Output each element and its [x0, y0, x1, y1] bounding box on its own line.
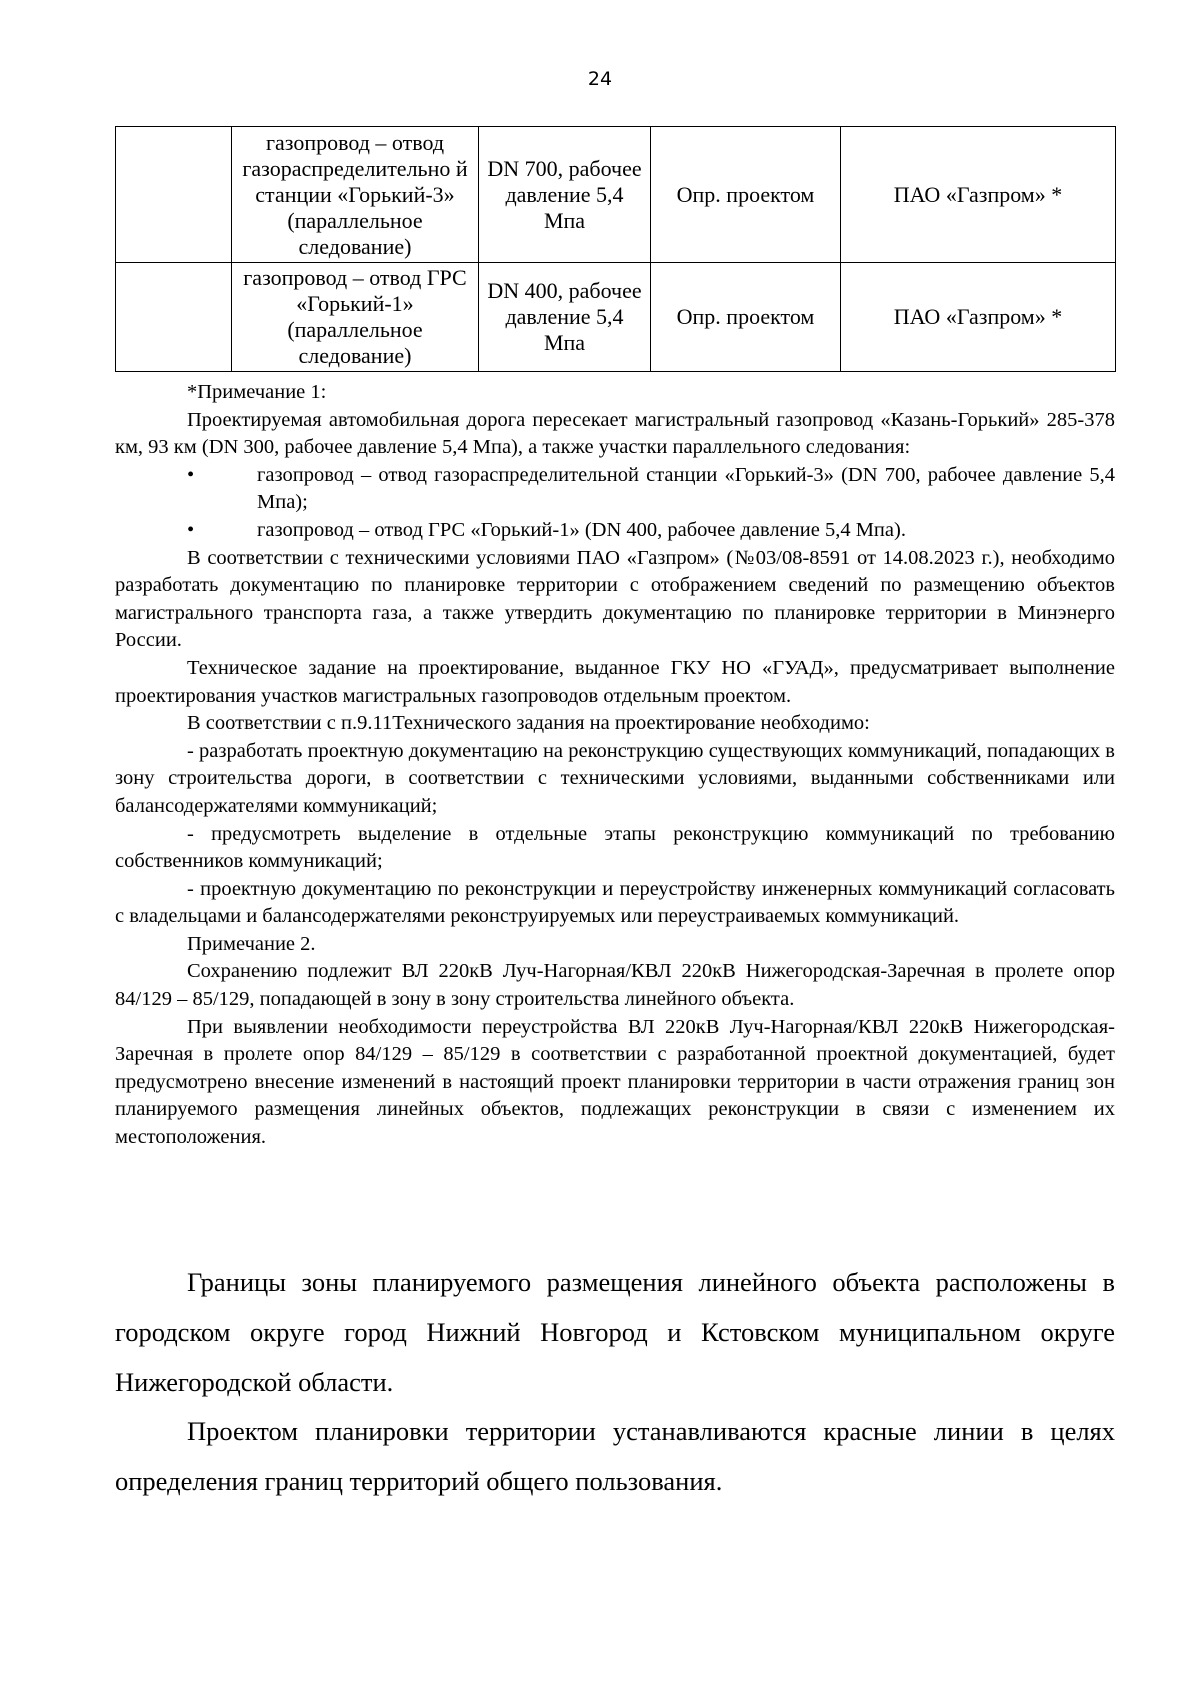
table-cell-depth: Опр. проектом: [651, 263, 841, 372]
note1-paragraph: Техническое задание на проектирование, выданное ГКУ НО «ГУАД», предусматривает выполнение проектирования участков магистральных газопроводов отдельным проектом.: [115, 656, 1115, 707]
list-item: [115, 517, 1115, 545]
list-item-text: газопровод – отвод газораспределительной станции «Горький-3» (DN 700, рабочее давление 5,4 Мпа);: [257, 463, 1115, 514]
list-item: [115, 462, 1115, 517]
body-paragraph-1: [115, 1257, 1115, 1407]
body-paragraph-2: [115, 1406, 1115, 1506]
pipelines-table: [115, 126, 1116, 372]
note1-paragraph: В соответствии с техническими условиями ПАО «Газпром» (№03/08-8591 от 14.08.2023 г.), необходимо разработать документацию по планировке территории с отображением сведений по размещению объектов магистрального транспорта газа, а также утвердить документацию по планировке территории в Минэнерго России.: [115, 546, 1115, 652]
notes-section: [115, 379, 1115, 1152]
table-cell-owner: ПАО «Газпром» *: [841, 127, 1116, 263]
table-cell-owner: ПАО «Газпром» *: [841, 263, 1116, 372]
table-cell-number: [116, 127, 232, 263]
note2-paragraph: Сохранению подлежит ВЛ 220кВ Луч-Нагорная/КВЛ 220кВ Нижегородская-Заречная в пролете опор 84/129 – 85/129, попадающей в зону в зону строительства линейного объекта.: [115, 960, 1115, 1011]
table-cell-name: газопровод – отвод ГРС «Горький-1» (параллельное следование): [232, 263, 479, 372]
bullet-icon: •: [187, 518, 195, 541]
note1-paragraph: В соответствии с п.9.11Технического задания на проектирование необходимо:: [187, 712, 870, 735]
table-cell-number: [116, 263, 232, 372]
note1-paragraph: Проектируемая автомобильная дорога пересекает магистральный газопровод «Казань-Горький» 285-378 км, 93 км (DN 300, рабочее давление 5,4 Мпа), а также участки параллельного следования:: [115, 408, 1115, 459]
list-item-text: газопровод – отвод ГРС «Горький-1» (DN 400, рабочее давление 5,4 Мпа).: [257, 518, 906, 541]
table-cell-depth: Опр. проектом: [651, 127, 841, 263]
table-cell-params: DN 700, рабочее давление 5,4 Мпа: [479, 127, 651, 263]
note1-title: *Примечание 1:: [187, 381, 327, 403]
dash-item: - предусмотреть выделение в отдельные этапы реконструкцию коммуникаций по требованию собственников коммуникаций;: [115, 822, 1115, 873]
table-cell-params: DN 400, рабочее давление 5,4 Мпа: [479, 263, 651, 372]
bullet-icon: •: [187, 463, 195, 486]
table-row: [116, 127, 1116, 263]
page-number: 24: [587, 68, 613, 90]
table-cell-name: газопровод – отвод газораспределительно й станции «Горький-3» (параллельное следование): [232, 127, 479, 263]
note2-title: Примечание 2.: [187, 932, 316, 955]
body-text: Границы зоны планируемого размещения линейного объекта расположены в городском округе город Нижний Новгород и Кстовском муниципальном округе Нижегородской области.: [115, 1267, 1115, 1397]
dash-item: - разработать проектную документацию на реконструкцию существующих коммуникаций, попадающих в зону строительства дороги, в соответствии с техническими условиями, выданными собственниками или балансодержателями коммуникаций;: [115, 739, 1115, 817]
table-row: [116, 263, 1116, 372]
dash-item: - проектную документацию по реконструкции и переустройству инженерных коммуникаций согласовать с владельцами и балансодержателями реконструируемых или переустраиваемых коммуникаций.: [115, 877, 1115, 928]
note2-paragraph: При выявлении необходимости переустройства ВЛ 220кВ Луч-Нагорная/КВЛ 220кВ Нижегородская-Заречная в пролете опор 84/129 – 85/129 в соответствии с разработанной проектной документацией, будет предусмотрено внесение изменений в настоящий проект планировки территории в части отражения границ зон планируемого размещения линейных объектов, подлежащих реконструкции в связи с изменением их местоположения.: [115, 1015, 1115, 1149]
body-text: Проектом планировки территории устанавливаются красные линии в целях определения границ территорий общего пользования.: [115, 1416, 1115, 1496]
